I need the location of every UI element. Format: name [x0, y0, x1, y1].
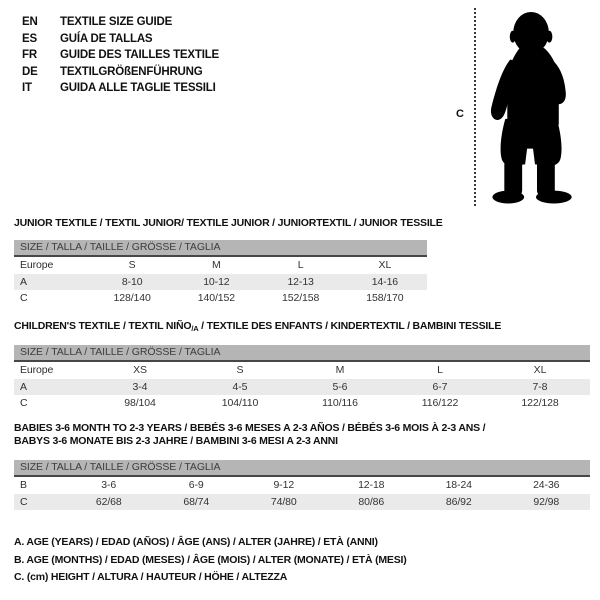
value-cell: XL	[533, 364, 547, 377]
language-row	[22, 16, 219, 33]
value-cell: M	[335, 364, 345, 377]
baby-silhouette-icon	[483, 8, 590, 206]
value-cell: 14-16	[371, 275, 399, 288]
value-cell: 8-10	[121, 275, 143, 288]
value-cell: 9-12	[273, 479, 295, 492]
table-row	[14, 362, 590, 379]
value-cell: 18-24	[445, 479, 472, 492]
value-cell: 3-6	[101, 479, 117, 492]
section-title: JUNIOR TEXTILE / TEXTIL JUNIOR/ TEXTILE JUNIOR / JUNIORTEXTIL / JUNIOR TESSILE	[14, 217, 443, 229]
value-cell: 4-5	[232, 380, 248, 393]
value-cell: 3-4	[132, 380, 148, 393]
language-title: GUÍA DE TALLAS	[60, 32, 153, 45]
value-cell: 104/110	[221, 397, 259, 410]
section-children-textile	[14, 320, 590, 412]
legend-notes	[14, 534, 407, 587]
value-cell: 116/122	[421, 397, 459, 410]
table-row	[14, 257, 427, 274]
value-cell: S	[236, 364, 244, 377]
value-cell: 110/116	[322, 397, 358, 410]
value-cell: 68/74	[183, 495, 210, 508]
row-label-cell: C	[20, 292, 28, 305]
note-age-years: A. AGE (YEARS) / EDAD (AÑOS) / ÂGE (ANS) / ALTER (JAHRE) / ETÀ (ANNI)	[14, 536, 378, 548]
value-cell: 6-7	[432, 380, 448, 393]
value-cell: 62/68	[95, 495, 122, 508]
value-cell: 122/128	[521, 397, 559, 410]
row-label-cell: C	[20, 495, 28, 508]
value-cell: M	[212, 259, 221, 272]
language-title: GUIDE DES TAILLES TEXTILE	[60, 49, 219, 61]
language-row	[22, 49, 219, 66]
title-subscript: /A	[191, 324, 199, 333]
value-cell: 5-6	[332, 380, 348, 393]
value-cell: XL	[378, 259, 392, 272]
section-babies-textile	[14, 422, 590, 510]
value-cell: 6-9	[188, 479, 204, 492]
value-cell: 7-8	[532, 380, 548, 393]
language-code: DE	[22, 65, 38, 78]
value-cell: 10-12	[203, 275, 230, 288]
babies-size-table	[14, 477, 590, 510]
value-cell: 158/170	[366, 292, 404, 305]
table-row	[14, 477, 590, 494]
language-title: GUIDA ALLE TAGLIE TESSILI	[60, 82, 216, 94]
table-row	[14, 379, 590, 396]
row-label-cell: B	[20, 479, 27, 492]
title-line-2: BABYS 3-6 MONATE BIS 2-3 JAHRE / BAMBINI 3-6 MESI A 2-3 ANNI	[14, 435, 338, 447]
language-code: FR	[22, 49, 37, 61]
language-title-list	[22, 16, 219, 99]
height-measure-label: C	[456, 108, 464, 120]
title-line-1: BABIES 3-6 MONTH TO 2-3 YEARS / BEBÉS 3-6 MESES A 2-3 AÑOS / BÉBÉS 3-6 MOIS À 2-3 ANS /	[14, 422, 486, 434]
note-height-cm: C. (cm) HEIGHT / ALTURA / HAUTEUR / HÖHE / ALTEZZA	[14, 571, 288, 583]
table-row	[14, 274, 427, 291]
language-code: ES	[22, 32, 37, 45]
value-cell: 12-13	[287, 275, 314, 288]
section-junior-textile	[14, 217, 443, 307]
language-title: TEXTILE SIZE GUIDE	[60, 16, 173, 28]
value-cell: L	[297, 259, 304, 272]
size-header-bar: SIZE / TALLA / TAILLE / GRÖSSE / TAGLIA	[14, 240, 427, 257]
value-cell: 128/140	[113, 292, 151, 305]
table-row	[14, 494, 590, 511]
junior-size-table	[14, 257, 427, 307]
row-label-cell: Europe	[20, 364, 54, 377]
language-title: TEXTILGRÖßENFÜHRUNG	[60, 65, 203, 78]
value-cell: 24-36	[533, 479, 560, 492]
value-cell: 12-18	[358, 479, 385, 492]
language-row	[22, 66, 219, 83]
value-cell: 140/152	[197, 292, 235, 305]
value-cell: 98/104	[124, 397, 156, 410]
row-label-cell: A	[20, 380, 27, 393]
title-part: CHILDREN'S TEXTILE / TEXTIL NIÑO	[14, 320, 192, 332]
language-code: IT	[22, 82, 32, 94]
language-row	[22, 33, 219, 50]
children-size-table	[14, 362, 590, 412]
value-cell: 80/86	[358, 495, 385, 508]
value-cell: 92/98	[533, 495, 560, 508]
value-cell: 74/80	[270, 495, 297, 508]
section-title	[14, 320, 590, 335]
value-cell: XS	[133, 364, 147, 377]
value-cell: 86/92	[445, 495, 472, 508]
height-dotted-line	[474, 8, 476, 206]
language-code: EN	[22, 16, 38, 28]
language-row	[22, 82, 219, 99]
value-cell: 152/158	[281, 292, 320, 305]
row-label-cell: C	[20, 397, 28, 410]
size-header-bar: SIZE / TALLA / TAILLE / GRÖSSE / TAGLIA	[14, 345, 590, 362]
size-header-bar: SIZE / TALLA / TAILLE / GRÖSSE / TAGLIA	[14, 460, 590, 477]
section-title	[14, 422, 590, 448]
note-age-months: B. AGE (MONTHS) / EDAD (MESES) / ÂGE (MOIS) / ALTER (MONATE) / ETÀ (MESI)	[14, 553, 407, 566]
value-cell: S	[128, 259, 136, 272]
table-row	[14, 290, 427, 307]
row-label-cell: A	[20, 275, 27, 288]
table-row	[14, 395, 590, 412]
value-cell: L	[437, 364, 443, 377]
row-label-cell: Europe	[20, 259, 54, 272]
title-part: / TEXTILE DES ENFANTS / KINDERTEXTIL / BAMBINI TESSILE	[198, 320, 502, 332]
